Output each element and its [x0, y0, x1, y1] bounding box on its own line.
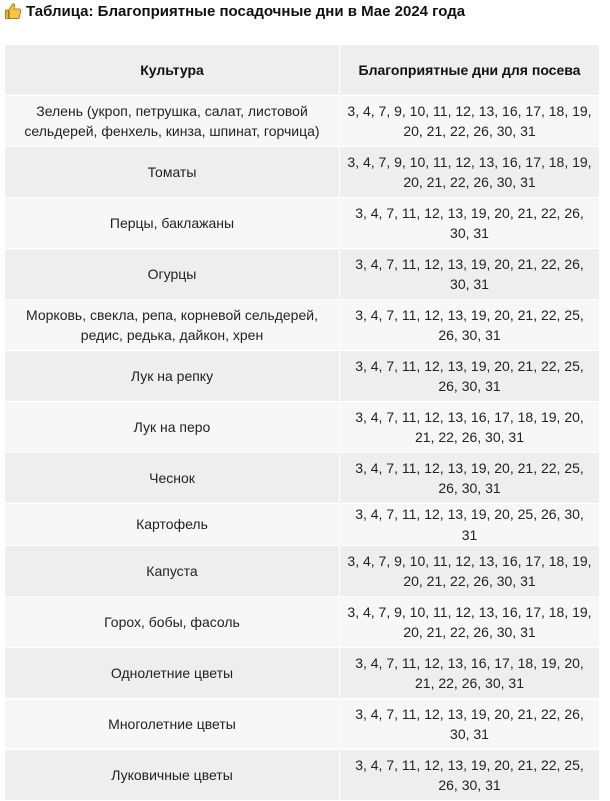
table-row: [5, 648, 600, 699]
table-row: [5, 699, 600, 750]
crop-cell: Огурцы: [5, 249, 340, 300]
table-row: [5, 249, 600, 300]
days-cell: 3, 4, 7, 9, 10, 11, 12, 13, 16, 17, 18, 19, 20, 21, 22, 26, 30, 31: [340, 147, 600, 198]
crop-cell: Луковичные цветы: [5, 750, 340, 801]
table-row: [5, 300, 600, 351]
days-cell: 3, 4, 7, 11, 12, 13, 19, 20, 21, 22, 26, 30, 31: [340, 699, 600, 750]
crop-cell: Томаты: [5, 147, 340, 198]
column-header-crop: Культура: [5, 45, 340, 96]
crop-cell: Картофель: [5, 504, 340, 546]
table-row: [5, 198, 600, 249]
page-heading: [4, 0, 465, 22]
days-cell: 3, 4, 7, 11, 12, 13, 19, 20, 21, 22, 25, 26, 30, 31: [340, 351, 600, 402]
table-header-row: [5, 45, 600, 96]
days-cell: 3, 4, 7, 9, 10, 11, 12, 13, 16, 17, 18, 19, 20, 21, 22, 26, 30, 31: [340, 597, 600, 648]
table-row: [5, 96, 600, 147]
crop-cell: Лук на репку: [5, 351, 340, 402]
crop-cell: Многолетние цветы: [5, 699, 340, 750]
thumbs-up-icon: [4, 2, 22, 20]
days-cell: 3, 4, 7, 9, 10, 11, 12, 13, 16, 17, 18, 19, 20, 21, 22, 26, 30, 31: [340, 546, 600, 597]
table-row: [5, 750, 600, 801]
table-row: [5, 546, 600, 597]
table-row: [5, 351, 600, 402]
crop-cell: Морковь, свекла, репа, корневой сельдерей, редис, редька, дайкон, хрен: [5, 300, 340, 351]
crop-cell: Горох, бобы, фасоль: [5, 597, 340, 648]
days-cell: 3, 4, 7, 11, 12, 13, 16, 17, 18, 19, 20, 21, 22, 26, 30, 31: [340, 402, 600, 453]
days-cell: 3, 4, 7, 11, 12, 13, 19, 20, 21, 22, 26, 30, 31: [340, 198, 600, 249]
sowing-days-table: [4, 44, 600, 801]
crop-cell: Капуста: [5, 546, 340, 597]
days-cell: 3, 4, 7, 11, 12, 13, 19, 20, 21, 22, 25, 26, 30, 31: [340, 453, 600, 504]
crop-cell: Перцы, баклажаны: [5, 198, 340, 249]
table-row: [5, 402, 600, 453]
days-cell: 3, 4, 7, 11, 12, 13, 19, 20, 21, 22, 25, 26, 30, 31: [340, 300, 600, 351]
crop-cell: Чеснок: [5, 453, 340, 504]
days-cell: 3, 4, 7, 11, 12, 13, 16, 17, 18, 19, 20, 21, 22, 26, 30, 31: [340, 648, 600, 699]
table-row: [5, 453, 600, 504]
days-cell: 3, 4, 7, 11, 12, 13, 19, 20, 21, 22, 25, 26, 30, 31: [340, 750, 600, 801]
crop-cell: Лук на перо: [5, 402, 340, 453]
table-row: [5, 597, 600, 648]
crop-cell: Однолетние цветы: [5, 648, 340, 699]
days-cell: 3, 4, 7, 11, 12, 13, 19, 20, 21, 22, 26, 30, 31: [340, 249, 600, 300]
crop-cell: Зелень (укроп, петрушка, салат, листовой сельдерей, фенхель, кинза, шпинат, горчица): [5, 96, 340, 147]
days-cell: 3, 4, 7, 11, 12, 13, 19, 20, 25, 26, 30, 31: [340, 504, 600, 546]
table-row: [5, 147, 600, 198]
table-row: [5, 504, 600, 546]
days-cell: 3, 4, 7, 9, 10, 11, 12, 13, 16, 17, 18, 19, 20, 21, 22, 26, 30, 31: [340, 96, 600, 147]
page-title: Таблица: Благоприятные посадочные дни в Мае 2024 года: [26, 2, 466, 20]
column-header-days: Благоприятные дни для посева: [340, 45, 600, 96]
